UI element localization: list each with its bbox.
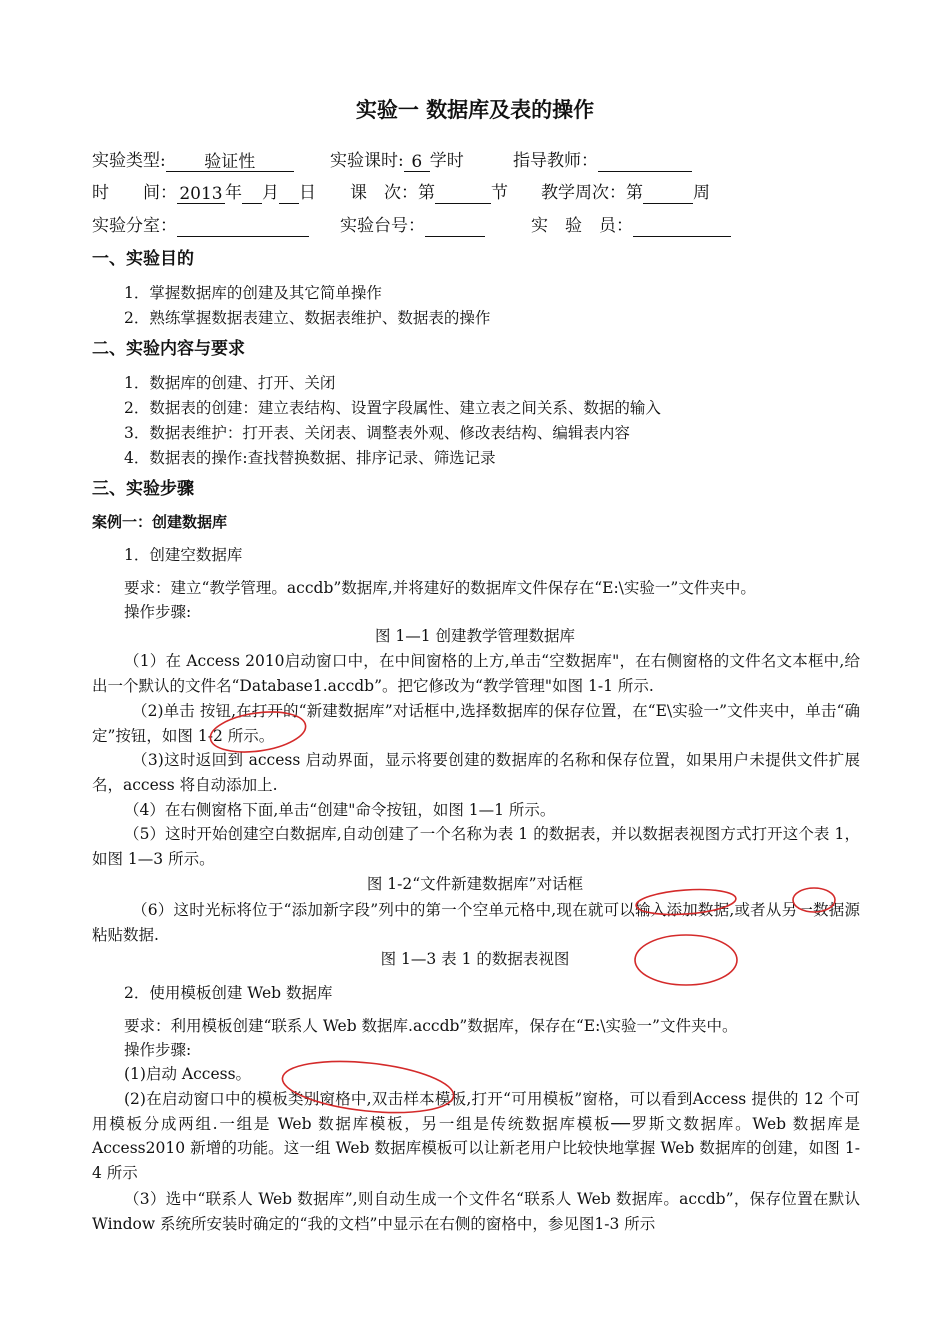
ink-circle-mark: [635, 935, 737, 985]
desk-label: 实验台号：: [340, 216, 425, 236]
subsection-title: 1．创建空数据库: [124, 546, 243, 564]
case-heading: 案例一：创建数据库: [92, 513, 228, 531]
week-unit: 周: [693, 183, 710, 203]
step-paragraph: (2)在启动窗口中的模板类别窗格中,双击样本模板,打开“可用模板”窗格，可以看到Access 提供的 12 个可用模板分成两组.一组是 Web 数据库模板，另一组是传统数据库模板──罗斯文数据库。Web 数据库是 Access2010 新增的功能。这一组 Web 数据库模板可以让新老用户比较快地掌握 Web 数据库的创建，如图 1-4 所示: [92, 1090, 860, 1182]
day-unit: 日: [299, 183, 316, 203]
step-paragraph: （4）在右侧窗格下面,单击“创建"命令按钮，如图 1—1 所示。: [124, 801, 556, 819]
content-item: 3．数据表维护：打开表、关闭表、调整表外观、修改表结构、编辑表内容: [124, 424, 630, 442]
figure-caption: 图 1—1 创建教学管理数据库: [374, 627, 576, 645]
purpose-item: 2．熟练掌握数据表建立、数据表维护、数据表的操作: [124, 309, 491, 327]
step-paragraph: （2)单击 按钮,在打开的“新建数据库”对话框中,选择数据库的保存位置，在“E\实验一”文件夹中，单击“确定”按钮，如图 1-2 所示。: [92, 702, 860, 745]
hours-label: 实验课时:: [330, 151, 404, 171]
step-paragraph: （3)这时返回到 access 启动界面，显示将要创建的数据库的名称和保存位置，如果用户未提供文件扩展名，access 将自动添加上.: [92, 751, 860, 794]
step-paragraph: （1）在 Access 2010启动窗口中，在中间窗格的上方,单击“空数据库"，在右侧窗格的文件名文本框中,给出一个默认的文件名“Database1.accdb”。把它修改为“教学管理"如图 1-1 所示.: [92, 652, 860, 695]
content-item: 2．数据表的创建：建立表结构、设置字段属性、建立表之间关系、数据的输入: [124, 399, 661, 417]
week-label: 教学周次：第: [541, 183, 643, 203]
ink-circle-mark: [280, 1054, 456, 1120]
purpose-item: 1．掌握数据库的创建及其它简单操作: [124, 284, 382, 302]
requirement-text: 要求：利用模板创建“联系人 Web 数据库.accdb”数据库，保存在“E:\实验一”文件夹中。: [124, 1017, 738, 1035]
ink-circle-mark: [635, 887, 736, 918]
room-label: 实验分室：: [92, 216, 177, 236]
step-paragraph: (1)启动 Access。: [124, 1065, 252, 1083]
month-unit: 月: [262, 183, 279, 203]
subsection-title: 2．使用模板创建 Web 数据库: [124, 984, 333, 1002]
year-value: 2013: [177, 183, 225, 204]
document-title: 实验一 数据库及表的操作: [355, 98, 595, 122]
requirement-text: 要求：建立“教学管理。accdb”数据库,并将建好的数据库文件保存在“E:\实验一”文件夹中。: [124, 579, 756, 597]
hours-value: 6: [404, 151, 430, 172]
content-item: 1．数据库的创建、打开、关闭: [124, 374, 336, 392]
section-heading-steps: 三、实验步骤: [92, 479, 194, 499]
steps-label: 操作步骤:: [124, 603, 192, 621]
content-item: 4．数据表的操作:查找替换数据、排序记录、筛选记录: [124, 449, 496, 467]
ink-circle-mark: [208, 707, 308, 758]
steps-label: 操作步骤:: [124, 1041, 192, 1059]
step-paragraph: （3）选中“联系人 Web 数据库”,则自动生成一个文件名“联系人 Web 数据库。accdb”，保存位置在默认 Window 系统所安装时确定的“我的文档”中显示在右侧的窗格中，参见图1-3 所示: [92, 1190, 860, 1233]
session-label: 课 次：第: [350, 183, 435, 203]
staff-label: 实 验 员：: [531, 216, 633, 236]
figure-caption: 图 1-2“文件新建数据库”对话框: [366, 875, 584, 893]
section-heading-content: 二、实验内容与要求: [92, 339, 245, 359]
section-heading-purpose: 一、实验目的: [92, 249, 194, 269]
type-label: 实验类型:: [92, 151, 166, 171]
teacher-label: 指导教师：: [513, 151, 598, 171]
time-label: 时 间：: [92, 183, 177, 203]
session-unit: 节: [491, 183, 508, 203]
type-value: 验证性: [166, 151, 294, 172]
figure-caption: 图 1—3 表 1 的数据表视图: [380, 950, 570, 968]
year-unit: 年: [225, 183, 242, 203]
hours-unit: 学时: [429, 151, 464, 171]
step-paragraph: （5）这时开始创建空白数据库,自动创建了一个名称为表 1 的数据表，并以数据表视图方式打开这个表 1，如图 1—3 所示。: [92, 825, 860, 868]
step-paragraph: （6）这时光标将位于“添加新字段”列中的第一个空单元格中,现在就可以输入添加数据,或者从另一数据源粘贴数据.: [92, 901, 860, 944]
ink-circle-mark: [793, 888, 835, 912]
